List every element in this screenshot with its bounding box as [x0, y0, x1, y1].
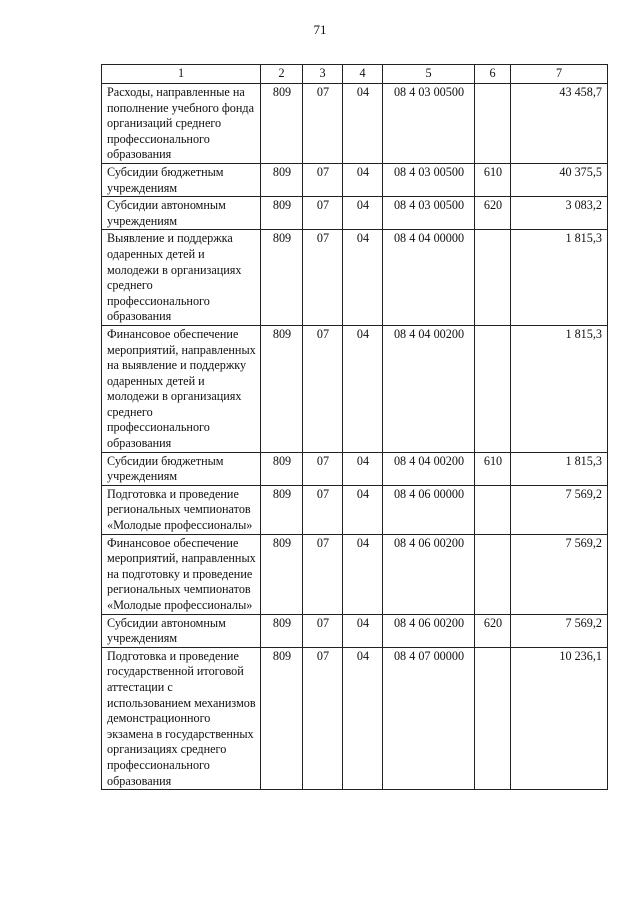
amount-cell: 7 569,2 — [511, 614, 608, 647]
section-code-cell: 07 — [303, 647, 343, 789]
section-code-cell: 07 — [303, 197, 343, 230]
table-row — [102, 614, 608, 647]
section-code-cell: 07 — [303, 163, 343, 196]
table-row — [102, 197, 608, 230]
expense-name-cell: Субсидии бюджетным учреждениям — [102, 163, 261, 196]
table-row — [102, 84, 608, 164]
page-number: 71 — [313, 22, 327, 37]
target-article-cell: 08 4 03 00500 — [383, 84, 475, 164]
table-row — [102, 647, 608, 789]
table-row — [102, 485, 608, 534]
expense-type-cell: 610 — [475, 452, 511, 485]
amount-cell: 10 236,1 — [511, 647, 608, 789]
ministry-code-cell: 809 — [261, 485, 303, 534]
expense-type-cell — [475, 230, 511, 326]
target-article-cell: 08 4 03 00500 — [383, 197, 475, 230]
subsection-code-cell: 04 — [343, 452, 383, 485]
target-article-cell: 08 4 06 00200 — [383, 614, 475, 647]
header-cell: 7 — [511, 65, 608, 84]
expense-type-cell: 620 — [475, 197, 511, 230]
ministry-code-cell: 809 — [261, 614, 303, 647]
target-article-cell: 08 4 06 00000 — [383, 485, 475, 534]
expense-type-cell: 610 — [475, 163, 511, 196]
subsection-code-cell: 04 — [343, 614, 383, 647]
amount-cell: 3 083,2 — [511, 197, 608, 230]
expense-type-cell — [475, 647, 511, 789]
expense-name-cell: Подготовка и проведение региональных чемпионатов «Молодые профессионалы» — [102, 485, 261, 534]
subsection-code-cell: 04 — [343, 485, 383, 534]
section-code-cell: 07 — [303, 452, 343, 485]
expense-name-cell: Субсидии автономным учреждениям — [102, 197, 261, 230]
ministry-code-cell: 809 — [261, 230, 303, 326]
table-row — [102, 452, 608, 485]
expense-name-cell: Финансовое обеспечение мероприятий, направленных на выявление и поддержку одаренных детей и молодежи в организациях среднего профессионального образования — [102, 325, 261, 452]
table-row — [102, 534, 608, 614]
expense-type-cell — [475, 325, 511, 452]
table-row — [102, 163, 608, 196]
amount-cell: 1 815,3 — [511, 230, 608, 326]
section-code-cell: 07 — [303, 84, 343, 164]
ministry-code-cell: 809 — [261, 534, 303, 614]
expense-name-cell: Расходы, направленные на пополнение учебного фонда организаций среднего профессионального образования — [102, 84, 261, 164]
header-cell: 1 — [102, 65, 261, 84]
amount-cell: 7 569,2 — [511, 534, 608, 614]
target-article-cell: 08 4 06 00200 — [383, 534, 475, 614]
expense-type-cell — [475, 485, 511, 534]
amount-cell: 1 815,3 — [511, 325, 608, 452]
target-article-cell: 08 4 07 00000 — [383, 647, 475, 789]
subsection-code-cell: 04 — [343, 197, 383, 230]
expense-name-cell: Подготовка и проведение государственной итоговой аттестации с использованием механизмов демонстрационного экзамена в государственных организациях среднего профессионального образования — [102, 647, 261, 789]
subsection-code-cell: 04 — [343, 230, 383, 326]
expense-name-cell: Субсидии бюджетным учреждениям — [102, 452, 261, 485]
ministry-code-cell: 809 — [261, 452, 303, 485]
budget-table-container — [101, 64, 607, 790]
header-cell: 5 — [383, 65, 475, 84]
ministry-code-cell: 809 — [261, 163, 303, 196]
ministry-code-cell: 809 — [261, 647, 303, 789]
section-code-cell: 07 — [303, 614, 343, 647]
header-cell: 3 — [303, 65, 343, 84]
ministry-code-cell: 809 — [261, 84, 303, 164]
amount-cell: 40 375,5 — [511, 163, 608, 196]
target-article-cell: 08 4 03 00500 — [383, 163, 475, 196]
target-article-cell: 08 4 04 00200 — [383, 452, 475, 485]
header-cell: 6 — [475, 65, 511, 84]
section-code-cell: 07 — [303, 325, 343, 452]
header-cell: 4 — [343, 65, 383, 84]
expense-type-cell — [475, 84, 511, 164]
subsection-code-cell: 04 — [343, 647, 383, 789]
expense-name-cell: Субсидии автономным учреждениям — [102, 614, 261, 647]
subsection-code-cell: 04 — [343, 534, 383, 614]
amount-cell: 7 569,2 — [511, 485, 608, 534]
subsection-code-cell: 04 — [343, 84, 383, 164]
header-cell: 2 — [261, 65, 303, 84]
subsection-code-cell: 04 — [343, 325, 383, 452]
target-article-cell: 08 4 04 00000 — [383, 230, 475, 326]
amount-cell: 43 458,7 — [511, 84, 608, 164]
table-row — [102, 230, 608, 326]
expense-name-cell: Выявление и поддержка одаренных детей и молодежи в организациях среднего профессионального образования — [102, 230, 261, 326]
section-code-cell: 07 — [303, 230, 343, 326]
amount-cell: 1 815,3 — [511, 452, 608, 485]
target-article-cell: 08 4 04 00200 — [383, 325, 475, 452]
table-header-row — [102, 65, 608, 84]
ministry-code-cell: 809 — [261, 197, 303, 230]
ministry-code-cell: 809 — [261, 325, 303, 452]
subsection-code-cell: 04 — [343, 163, 383, 196]
section-code-cell: 07 — [303, 534, 343, 614]
expense-type-cell: 620 — [475, 614, 511, 647]
table-row — [102, 325, 608, 452]
section-code-cell: 07 — [303, 485, 343, 534]
expense-name-cell: Финансовое обеспечение мероприятий, направленных на подготовку и проведение региональных чемпионатов «Молодые профессионалы» — [102, 534, 261, 614]
expense-type-cell — [475, 534, 511, 614]
budget-table — [101, 64, 608, 790]
